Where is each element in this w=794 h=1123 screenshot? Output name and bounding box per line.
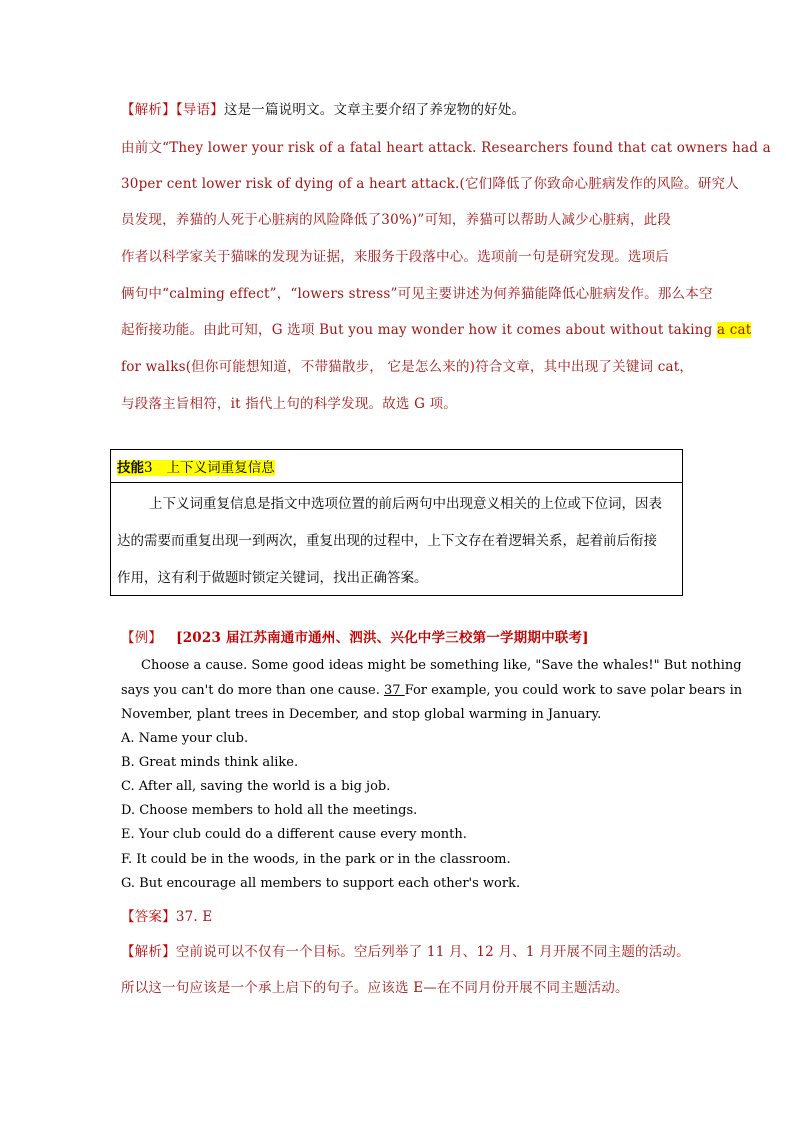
analysis-tag: 【解析】 — [121, 102, 176, 118]
option-e: E. Your club could do a different cause every month. — [121, 827, 467, 842]
option-f: F. It could be in the woods, in the park or in the classroom. — [121, 852, 511, 867]
skill-title: 上下义词重复信息 — [153, 460, 275, 476]
example-tag: 【例】 — [121, 630, 163, 646]
highlighted-phrase: a cat — [717, 322, 752, 338]
analysis-line-6-text: 起衔接功能。由此可知，G 选项 But you may wonder how it comes about without taking — [121, 322, 718, 338]
passage-line-3: November, plant trees in December, and stop global warming in January. — [121, 707, 602, 722]
skill-label: 技能 — [117, 460, 144, 476]
skill-box-line-3: 作用，这有利于做题时锁定关键词，找出正确答案。 — [117, 570, 428, 586]
intro-tag: 【导语】 — [175, 102, 224, 118]
skill-box-line-2: 达的需要而重复出现一到两次，重复出现的过程中，上下文存在着逻辑关系，起着前后衔接 — [117, 533, 657, 549]
passage-line-2-pre: says you can't do more than one cause. — [121, 683, 384, 698]
option-d: D. Choose members to hold all the meetings. — [121, 803, 418, 818]
example-heading — [121, 626, 589, 646]
answer-tag: 【答案】 — [121, 909, 176, 925]
analysis-line-3: 员发现，养猫的人死于心脏病的风险降低了30%)”可知，养猫可以帮助人减少心脏病，此段 — [121, 212, 672, 228]
intro-text: 这是一篇说明文。文章主要介绍了养宠物的好处。 — [223, 102, 526, 118]
analysis-line-8: 与段落主旨相符，it 指代上句的科学发现。故选 G 项。 — [121, 396, 457, 412]
analysis-heading — [121, 98, 525, 118]
skill-box-line-1: 上下义词重复信息是指文中选项位置的前后两句中出现意义相关的上位或下位词，因表 — [149, 496, 662, 512]
analysis-line-1: 由前文“They lower your risk of a fatal heart attack. Researchers found that cat owners had a — [121, 140, 771, 156]
example-source: [2023 届江苏南通市通州、泗洪、兴化中学三校第一学期期中联考] — [176, 630, 589, 646]
option-b: B. Great minds think alike. — [121, 755, 299, 770]
blank-37: 37 — [383, 683, 405, 698]
analysis-line-7: for walks(但你可能想知道，不带猫散步， 它是怎么来的)符合文章，其中出现了关键词 cat， — [121, 359, 694, 375]
analysis2-line-2: 所以这一句应该是一个承上启下的句子。应该选 E—在不同月份开展不同主题活动。 — [121, 980, 629, 996]
option-g: G. But encourage all members to support each other's work. — [121, 876, 521, 891]
option-c: C. After all, saving the world is a big job. — [121, 779, 391, 794]
analysis-line-5: 俩句中“calming effect”，“lowers stress”可见主要讲述为何养猫能降低心脏病发作。那么本空 — [121, 286, 713, 302]
analysis2-text-1: 空前说可以不仅有一个目标。空后列举了 11 月、12 月、1 月开展不同主题的活动。 — [175, 944, 690, 960]
passage-line-2 — [121, 683, 742, 698]
passage-line-2-post: For example, you could work to save polar bears in — [404, 683, 743, 698]
analysis-line-2: 30per cent lower risk of dying of a heart attack.(它们降低了你致命心脏病发作的风险。研究人 — [121, 176, 739, 192]
passage-line-1: Choose a cause. Some good ideas might be something like, "Save the whales!" But nothing — [141, 658, 742, 673]
analysis-line-4: 作者以科学家关于猫咪的发现为证据，来服务于段落中心。选项前一句是研究发现。选项后 — [121, 249, 669, 265]
skill-box-header — [111, 450, 682, 483]
answer-value: 37. E — [175, 909, 213, 925]
option-a: A. Name your club. — [121, 731, 249, 746]
answer-line — [121, 905, 212, 925]
skill-number: 3 — [144, 460, 153, 476]
skill-box-title — [117, 456, 275, 476]
analysis2-tag: 【解析】 — [121, 944, 176, 960]
analysis-line-6 — [121, 318, 751, 338]
analysis2-line-1 — [121, 940, 690, 960]
skill-box — [110, 449, 683, 596]
